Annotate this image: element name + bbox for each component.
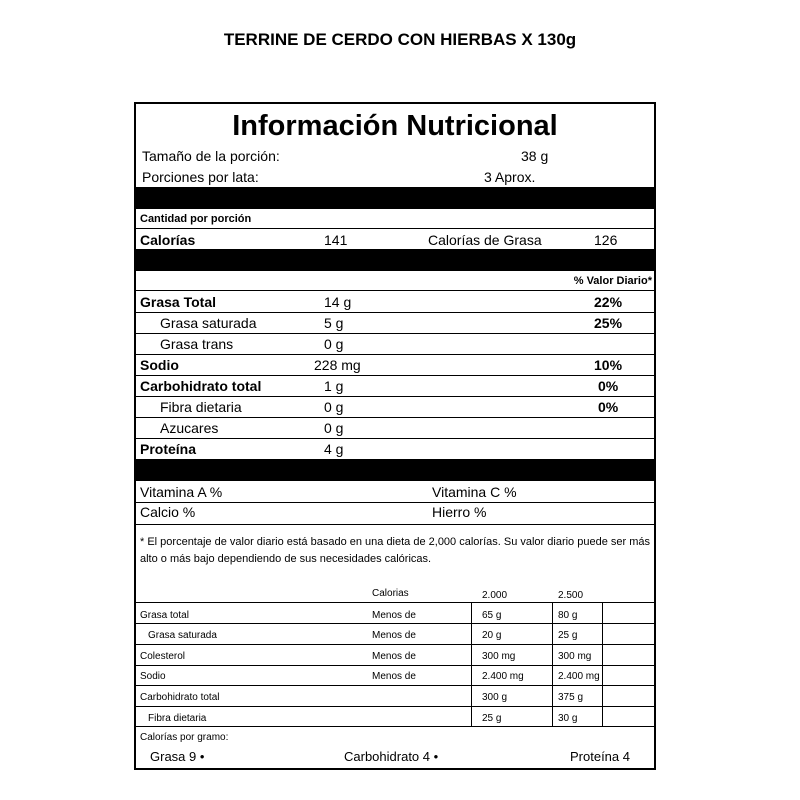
nutrient-dv: 22% [594, 294, 623, 310]
servings-label: Porciones por lata: [142, 169, 259, 185]
nutrient-amount: 228 mg [314, 357, 361, 373]
divider [136, 354, 654, 355]
ref-row-qualifier: Menos de [372, 651, 416, 662]
nutrient-amount: 1 g [324, 378, 344, 394]
ref-row-value-2500: 300 mg [558, 651, 592, 662]
ref-row-value-2500: 2.400 mg [558, 671, 600, 682]
thick-divider [136, 249, 654, 271]
ref-row-name: Grasa total [140, 610, 189, 621]
nutrient-dv: 25% [594, 315, 623, 331]
thick-divider [136, 459, 654, 481]
serving-size-value: 38 g [521, 148, 549, 164]
column-divider [602, 602, 603, 726]
nutrient-amount: 14 g [324, 294, 352, 310]
divider [136, 685, 654, 686]
per-gram-protein: Proteína 4 [570, 749, 630, 764]
divider [136, 228, 654, 229]
thick-divider [136, 187, 654, 209]
nutrient-amount: 5 g [324, 315, 344, 331]
nutrient-name: Fibra dietaria [160, 399, 242, 415]
amount-per-serving: Cantidad por porción [140, 213, 252, 225]
fat-calories-label: Calorías de Grasa [428, 232, 542, 248]
ref-row-value-2000: 20 g [482, 630, 502, 641]
ref-row-name: Carbohidrato total [140, 692, 220, 703]
divider [136, 706, 654, 707]
nutrition-facts-label [134, 102, 656, 770]
divider [136, 502, 654, 503]
divider [136, 333, 654, 334]
product-title: TERRINE DE CERDO CON HIERBAS X 130g [223, 30, 577, 49]
calories-label: Calorías [140, 232, 196, 248]
ref-header-2500: 2.500 [558, 590, 584, 601]
nutrient-name: Carbohidrato total [140, 378, 262, 394]
ref-row-qualifier: Menos de [372, 630, 416, 641]
nutrient-dv: 10% [594, 357, 623, 373]
ref-row-value-2000: 65 g [482, 610, 502, 621]
column-divider [471, 602, 472, 726]
ref-row-value-2500: 30 g [558, 713, 578, 724]
ref-row-value-2000: 300 g [482, 692, 508, 703]
divider [136, 438, 654, 439]
nutrient-name: Grasa Total [140, 294, 216, 310]
ref-row-qualifier: Menos de [372, 671, 416, 682]
ref-header-calories: Calorias [372, 588, 409, 599]
vitamin-c: Vitamina C % [432, 484, 517, 500]
ref-row-value-2000: 25 g [482, 713, 502, 724]
ref-row-value-2500: 375 g [558, 692, 584, 703]
divider [136, 665, 654, 666]
per-gram-carb: Carbohidrato 4 • [344, 749, 439, 764]
calories-value: 141 [324, 232, 348, 248]
ref-row-value-2000: 300 mg [482, 651, 516, 662]
nutrient-dv: 0% [598, 378, 619, 394]
fat-calories-value: 126 [594, 232, 618, 248]
ref-row-value-2500: 80 g [558, 610, 578, 621]
nutrient-dv: 0% [598, 399, 619, 415]
serving-size-label: Tamaño de la porción: [142, 148, 280, 164]
calcium: Calcio % [140, 504, 196, 520]
servings-value: 3 Aprox. [484, 169, 536, 185]
nutrient-amount: 0 g [324, 399, 344, 415]
footnote-line-1: * El porcentaje de valor diario está basado en una dieta de 2,000 calorías. Su valor diario puede ser más [140, 536, 650, 548]
nutrient-amount: 4 g [324, 441, 344, 457]
divider [136, 396, 654, 397]
divider [136, 375, 654, 376]
column-divider [552, 602, 553, 726]
divider [136, 524, 654, 525]
ref-row-value-2000: 2.400 mg [482, 671, 524, 682]
divider [136, 290, 654, 291]
divider [136, 623, 654, 624]
ref-row-name: Colesterol [140, 651, 186, 662]
ref-row-name: Grasa saturada [148, 630, 217, 641]
footnote-line-2: alto o más bajo dependiendo de sus necesidades calóricas. [140, 553, 432, 565]
nutrient-name: Grasa saturada [160, 315, 257, 331]
ref-row-qualifier: Menos de [372, 610, 416, 621]
nutrient-name: Proteína [140, 441, 197, 457]
divider [136, 602, 654, 603]
vitamin-a: Vitamina A % [140, 484, 223, 500]
per-gram-fat: Grasa 9 • [150, 749, 205, 764]
ref-header-2000: 2.000 [482, 590, 508, 601]
divider [136, 417, 654, 418]
calories-per-gram-label: Calorías por gramo: [140, 732, 229, 743]
iron: Hierro % [432, 504, 487, 520]
label-title: Información Nutricional [232, 110, 558, 142]
divider [136, 726, 654, 727]
nutrient-name: Grasa trans [160, 336, 234, 352]
nutrient-amount: 0 g [324, 336, 344, 352]
nutrient-name: Azucares [160, 420, 219, 436]
ref-row-name: Fibra dietaria [148, 713, 207, 724]
ref-row-name: Sodio [140, 671, 166, 682]
divider [136, 312, 654, 313]
nutrient-name: Sodio [140, 357, 179, 373]
divider [136, 644, 654, 645]
nutrient-amount: 0 g [324, 420, 344, 436]
ref-row-value-2500: 25 g [558, 630, 578, 641]
daily-value-header: % Valor Diario* [573, 275, 652, 287]
